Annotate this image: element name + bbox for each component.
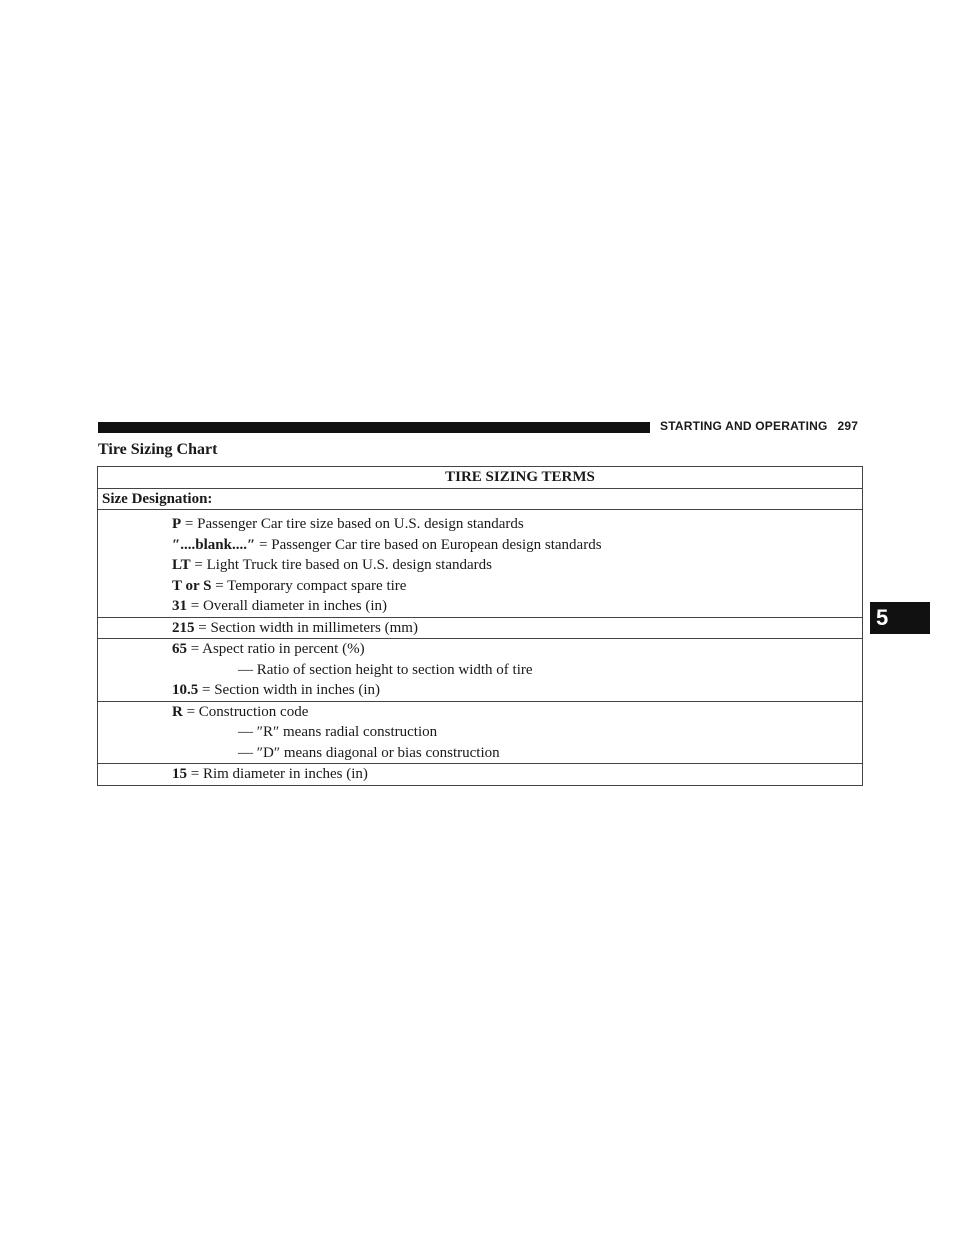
size-designation-label: Size Designation: <box>98 488 863 510</box>
table-row <box>98 639 863 702</box>
term-line: 31 = Overall diameter in inches (in) <box>172 598 388 614</box>
term-sub-line: — ″R″ means radial construction <box>238 724 438 740</box>
section-name: STARTING AND OPERATING <box>660 419 828 433</box>
term-sub-line: — Ratio of section height to section width of tire <box>238 661 533 678</box>
table-row <box>98 617 863 639</box>
term-line: ″....blank....″ = Passenger Car tire based on European design standards <box>172 536 602 553</box>
running-header <box>660 419 858 433</box>
page-number: 297 <box>837 419 859 433</box>
term-line: 65 = Aspect ratio in percent (%) <box>172 641 365 657</box>
term-line: R = Construction code <box>172 703 309 720</box>
designation-row <box>98 488 863 510</box>
table-row <box>98 764 863 786</box>
table-heading: TIRE SIZING TERMS <box>98 467 863 489</box>
table-row <box>98 701 863 764</box>
group-rim-diameter <box>98 764 863 786</box>
group-construction-code <box>98 701 863 764</box>
table-row <box>98 510 863 618</box>
table-header-row <box>98 467 863 489</box>
term-line: LT = Light Truck tire based on U.S. design standards <box>172 557 492 573</box>
group-aspect-ratio <box>98 639 863 702</box>
chapter-tab: 5 <box>870 602 930 634</box>
term-line: 15 = Rim diameter in inches (in) <box>172 766 368 782</box>
term-line: 10.5 = Section width in inches (in) <box>172 682 381 698</box>
term-line: P = Passenger Car tire size based on U.S. design standards <box>172 516 524 532</box>
group-passenger-codes <box>98 510 863 618</box>
page-title: Tire Sizing Chart <box>98 441 218 458</box>
header-rule <box>98 422 650 433</box>
term-line: 215 = Section width in millimeters (mm) <box>172 619 418 636</box>
group-section-width-mm <box>98 617 863 639</box>
term-sub-line: — ″D″ means diagonal or bias construction <box>238 744 500 761</box>
tire-sizing-table <box>97 466 863 786</box>
term-line: T or S = Temporary compact spare tire <box>172 577 407 594</box>
